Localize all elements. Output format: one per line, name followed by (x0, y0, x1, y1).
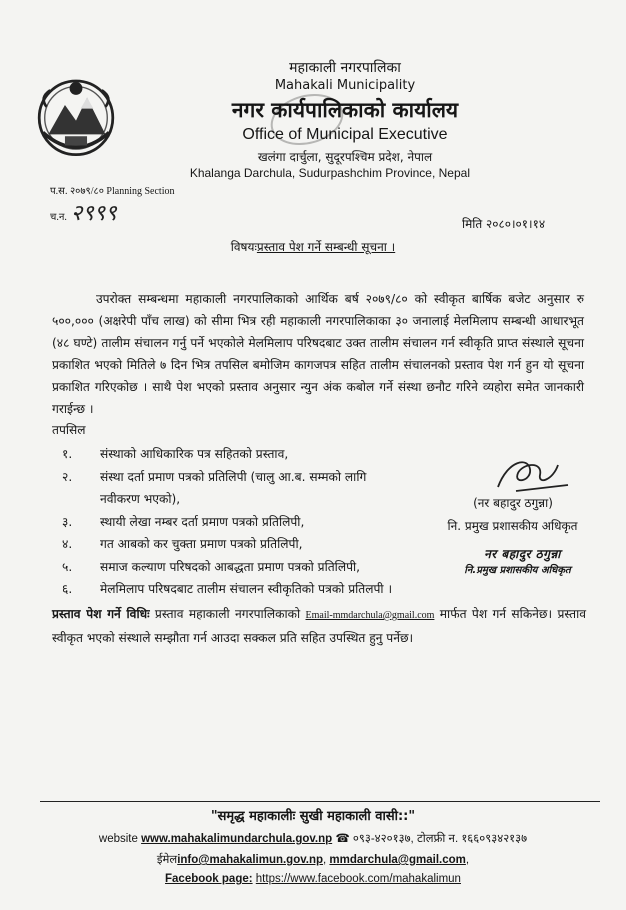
reference-ps: प.स. २०७९/८० Planning Section (50, 186, 175, 197)
header-office-english: Office of Municipal Executive (242, 126, 448, 143)
subject-line (0, 238, 626, 255)
footer-website-label: website (98, 833, 138, 845)
list-item: २. संस्था दर्ता प्रमाण पत्रको प्रतिलिपी (चालु आ.ब. सम्मको लागि नवीकरण भएको), (62, 469, 367, 506)
footer-phone: ०९३-४२०१३७, टोलफ्री न. १६६०९३४२१३७ (352, 833, 528, 845)
footer-facebook-line (0, 873, 626, 885)
reference-cn-value: २९९९ (70, 201, 117, 226)
footer-facebook-label: Facebook page: (165, 873, 253, 885)
footer-facebook-link[interactable]: https://www.facebook.com/mahakalimun (255, 873, 461, 885)
footer-email-label: ईमेल (156, 854, 178, 866)
method-text-before: प्रस्ताव महाकाली नगरपालिकाको (154, 607, 301, 621)
signatory-title: नि. प्रमुख प्रशासकीय अधिकृत (447, 519, 578, 533)
footer-email2-link[interactable]: mmdarchula@gmail.com (329, 854, 466, 866)
notice-body: उपरोक्त सम्बन्धमा महाकाली नगरपालिकाको आर्थिक बर्ष २०७९/८० को स्वीकृत बार्षिक बजेट अनुसार रु ५००,००० (अक्षरेपी पाँच लाख) को सीमा भित्र रही महाकाली नगरपालिकाका ३० जनालाई मेलमिलाप सम्बन्धी आधारभूत (४८ घण्टे) तालीम संचालन गर्नु पर्ने भएकोले मेलमिलाप परिषदबाट उक्त तालीम संचालन गर्न स्वीकृति प्राप्त संस्थाले सूचना प्रकाशित भएको मितिले ७ दिन भित्र तपसिल बमोजिम कागजपत्र सहित तालीम संचालनको प्रस्ताव पेश गर्न हुन यो सूचना प्रकाशित गरिएकोछ । साथै पेश भएको प्रस्ताव अनुसार न्युन अंक कबोल गर्ने संस्था छनौट गरिने व्यहोरा समेत जानकारी गराईन्छ । (52, 292, 584, 416)
letter-date: मिति २०८०।०१।१४ (462, 217, 546, 231)
list-item: १. संस्थाको आधिकारिक पत्र सहितको प्रस्ताव, (62, 447, 289, 461)
footer-contact-line (0, 831, 626, 846)
footer-email1-link[interactable]: info@mahakalimun.gov.np (177, 854, 324, 866)
signatory-name: (नर बहादुर ठगुन्ना) (473, 496, 553, 510)
footer-website-link[interactable]: www.mahakalimundarchula.gov.np (141, 833, 333, 845)
footer-slogan: "समृद्ध महाकालीः सुखी महाकाली वासी::" (210, 809, 416, 824)
nepal-government-emblem-icon (30, 70, 122, 162)
handwritten-signature (458, 455, 598, 495)
header-address-english: Khalanga Darchula, Sudurpashchim Province, Nepal (189, 166, 470, 180)
header-address-nepali: खलंगा दार्चुला, सुदूरपश्चिम प्रदेश, नेपाल (257, 150, 433, 164)
header-office-nepali: नगर कार्यपालिकाको कार्यालय (231, 98, 459, 122)
method-label: प्रस्ताव पेश गर्ने विधिः (52, 607, 150, 621)
requirements-list (62, 443, 462, 601)
reference-cn (50, 197, 117, 227)
signatory-stamp-title: नि.प्रमुख प्रशासकीय अधिकृत (464, 565, 571, 576)
footer-email-line: ईमेलinfo@mahakalimun.gov.np, mmdarchula@gmail.com, (156, 854, 470, 866)
list-item: ३. स्थायी लेखा नम्बर दर्ता प्रमाण पत्रको प्रतिलिपी, (62, 514, 305, 529)
method-text-after: मार्फत पेश गर्न सकिनेछ। प्रस्ताव स्वीकृत भएको संस्थाले सम्झौता गर्न आउदा सक्कल प्रति सहित उपस्थित हुनु पर्नेछ। (52, 607, 586, 645)
list-item: ४. गत आबको कर चुक्ता प्रमाण पत्रको प्रतिलिपी, (62, 537, 303, 551)
subject-label: विषयः (230, 240, 257, 254)
list-item: ६. मेलमिलाप परिषदबाट तालीम संचालन स्वीकृतिको पत्रको प्रतिलपी । (62, 582, 393, 596)
header-municipality-english: Mahakali Municipality (274, 78, 416, 93)
reference-cn-label: च.न. (50, 212, 67, 223)
list-item: ५. समाज कल्याण परिषदको आबद्धता प्रमाण पत्रको प्रतिलिपी, (62, 559, 361, 574)
telephone-icon: ☎ (335, 833, 350, 845)
header-municipality-nepali: महाकाली नगरपालिका (289, 60, 401, 76)
signatory-stamp-name: नर बहादुर ठगुन्ना (484, 547, 561, 561)
submission-method (52, 603, 586, 649)
method-email-link[interactable]: Email-mmdarchula@gmail.com (305, 610, 435, 621)
footer-divider (40, 801, 600, 802)
tapasil-label: तपसिल (52, 423, 86, 437)
subject-text: प्रस्ताव पेश गर्ने सम्बन्धी सूचना । (256, 240, 396, 254)
